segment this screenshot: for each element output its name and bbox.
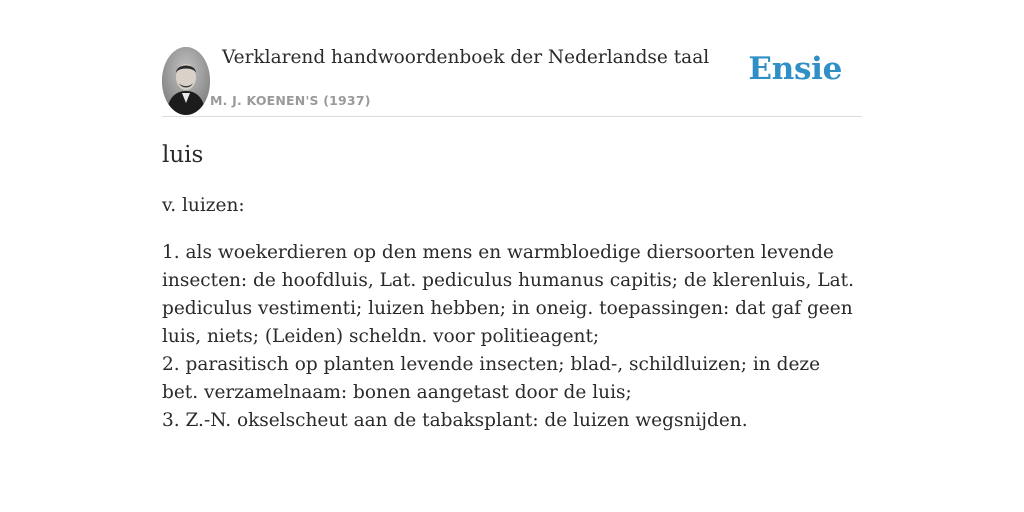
author-portrait-image: [162, 47, 210, 115]
site-header: [162, 0, 862, 117]
entry-grammar: v. luizen:: [162, 195, 245, 216]
ensie-logo-link[interactable]: Ensie: [748, 51, 842, 87]
book-subtitle: M. J. KOENEN'S (1937): [210, 93, 371, 108]
sense-2: 2. parasitisch op planten levende insecten; blad-, schildluizen; in deze bet. verzamelnaam: bonen aangetast door de luis;: [162, 354, 821, 403]
page: [162, 0, 862, 431]
entry-definition: [162, 239, 862, 435]
author-portrait: [162, 47, 210, 115]
sense-3: 3. Z.-N. okselscheut aan de tabaksplant: de luizen wegsnijden.: [162, 410, 748, 431]
sense-1: 1. als woekerdieren op den mens en warmbloedige diersoorten levende insecten: de hoofdluis, Lat. pediculus humanus capitis; de klerenluis, Lat. pediculus vestimenti; luizen hebben; in oneig. toepassingen: dat gaf geen luis, niets; (Leiden) scheldn. voor politieagent;: [162, 242, 854, 347]
entry-headword: luis: [162, 142, 204, 168]
book-title: Verklarend handwoordenboek der Nederlandse taal: [222, 47, 710, 68]
